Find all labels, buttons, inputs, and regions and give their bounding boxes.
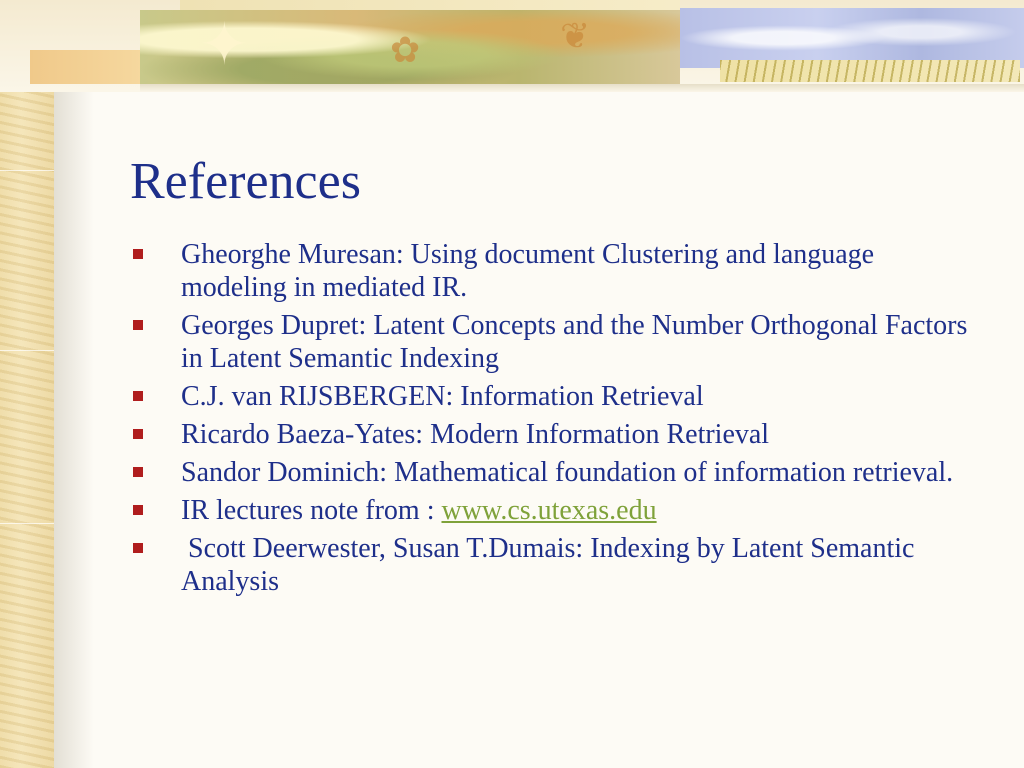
reference-item: [130, 309, 970, 375]
square-bullet-icon: [133, 320, 143, 330]
square-bullet-icon: [133, 391, 143, 401]
utexas-link[interactable]: www.cs.utexas.edu: [441, 495, 657, 526]
reference-item: [130, 380, 970, 413]
strip-seam: [0, 350, 54, 351]
square-bullet-icon: [133, 429, 143, 439]
strip-seam: [0, 170, 54, 171]
strip-shadow: [54, 0, 94, 768]
square-bullet-icon: [133, 543, 143, 553]
reference-text: C.J. van RIJSBERGEN: Information Retrieval: [181, 381, 704, 412]
references-list: [130, 238, 970, 603]
slide-title: References: [130, 153, 361, 210]
reference-item: [130, 532, 970, 598]
square-bullet-icon: [133, 467, 143, 477]
left-decorative-strip: [0, 0, 54, 768]
reference-text: Sandor Dominich: Mathematical foundation of information retrieval.: [181, 457, 954, 488]
reference-item: [130, 494, 970, 527]
leaf-icon: ✦: [200, 12, 249, 77]
reference-item: [130, 456, 970, 489]
strip-seam: [0, 523, 54, 524]
reference-text: IR lectures note from :: [181, 495, 442, 526]
square-bullet-icon: [133, 505, 143, 515]
autumn-leaves-image: [140, 10, 680, 84]
reference-item: [130, 238, 970, 304]
reference-text: Gheorghe Muresan: Using document Clustering and language modeling in mediated IR.: [181, 239, 875, 303]
top-decorative-banner: [0, 0, 1024, 92]
reference-item: [130, 418, 970, 451]
reference-text: Ricardo Baeza-Yates: Modern Information Retrieval: [181, 419, 770, 450]
square-bullet-icon: [133, 249, 143, 259]
blue-floral-image: [680, 8, 1024, 68]
leaf-icon: ✿: [390, 30, 421, 70]
reference-text: Georges Dupret: Latent Concepts and the Number Orthogonal Factors in Latent Semantic Indexing: [181, 310, 968, 374]
banner-segment: [180, 0, 680, 10]
banner-segment: [30, 50, 150, 84]
banner-shadow: [140, 84, 1024, 92]
leaf-icon: ❦: [560, 16, 591, 56]
wheat-grass-image: [720, 60, 1020, 82]
reference-text: Scott Deerwester, Susan T.Dumais: Indexing by Latent Semantic Analysis: [181, 533, 920, 597]
